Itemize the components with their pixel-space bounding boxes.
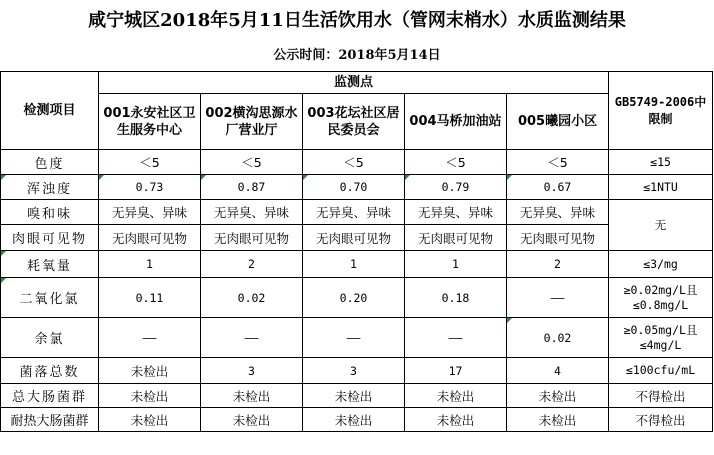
value-cell: 未检出 — [507, 384, 609, 408]
value-cell: 1 — [99, 251, 201, 278]
item-label: 余氯 — [1, 318, 99, 358]
standard-cell: ≤100cfu/mL — [609, 358, 713, 384]
point-header: 002横沟思源水厂营业厅 — [201, 94, 303, 150]
value-cell: 0.87 — [201, 175, 303, 200]
value-cell: —— — [303, 318, 405, 358]
value-cell: 0.11 — [99, 278, 201, 318]
point-header: 001永安社区卫生服务中心 — [99, 94, 201, 150]
standard-cell: ≤1NTU — [609, 175, 713, 200]
item-label: 耐热大肠菌群 — [1, 408, 99, 432]
standard-cell: ≥0.02mg/L且≤0.8mg/L — [609, 278, 713, 318]
header-monitoring-points: 监测点 — [99, 72, 609, 94]
value-cell: —— — [405, 318, 507, 358]
table-row — [1, 278, 713, 318]
value-cell: 1 — [303, 251, 405, 278]
item-label: 色度 — [1, 150, 99, 175]
table-row — [1, 175, 713, 200]
header-row-top — [1, 72, 713, 94]
item-label: 菌落总数 — [1, 358, 99, 384]
table-row — [1, 200, 713, 225]
value-cell: 无肉眼可见物 — [507, 225, 609, 251]
item-label: 耗氧量 — [1, 251, 99, 278]
header-row-points — [1, 94, 713, 150]
value-cell: ＜5 — [303, 150, 405, 175]
value-cell: ＜5 — [201, 150, 303, 175]
value-cell: 未检出 — [201, 408, 303, 432]
results-table — [0, 71, 713, 432]
page-title: 咸宁城区2018年5月11日生活饮用水（管网末梢水）水质监测结果 — [88, 10, 626, 31]
value-cell: 未检出 — [303, 384, 405, 408]
value-cell: 0.18 — [405, 278, 507, 318]
table-row — [1, 358, 713, 384]
standard-cell: ≥0.05mg/L且≤4mg/L — [609, 318, 713, 358]
item-label: 肉眼可见物 — [1, 225, 99, 251]
standard-cell: ≤3/mg — [609, 251, 713, 278]
table-row — [1, 318, 713, 358]
value-cell: 无异臭、异味 — [303, 200, 405, 225]
item-label: 浑浊度 — [1, 175, 99, 200]
value-cell: 0.67 — [507, 175, 609, 200]
value-cell: —— — [201, 318, 303, 358]
publish-date: 公示时间：2018年5月14日 — [273, 48, 441, 63]
value-cell: 3 — [201, 358, 303, 384]
standard-cell: 无 — [609, 200, 713, 251]
value-cell: 未检出 — [99, 408, 201, 432]
value-cell: 17 — [405, 358, 507, 384]
value-cell: 无异臭、异味 — [507, 200, 609, 225]
value-cell: 未检出 — [507, 408, 609, 432]
table-row — [1, 150, 713, 175]
value-cell: 无肉眼可见物 — [405, 225, 507, 251]
value-cell: —— — [99, 318, 201, 358]
value-cell: 0.02 — [201, 278, 303, 318]
standard-cell: 不得检出 — [609, 384, 713, 408]
value-cell: 未检出 — [405, 408, 507, 432]
value-cell: 未检出 — [201, 384, 303, 408]
value-cell: 未检出 — [99, 358, 201, 384]
value-cell: 0.70 — [303, 175, 405, 200]
table-row — [1, 225, 713, 251]
header-standard: GB5749-2006中限制 — [609, 72, 713, 150]
value-cell: 未检出 — [405, 384, 507, 408]
value-cell: 2 — [507, 251, 609, 278]
value-cell: 无异臭、异味 — [99, 200, 201, 225]
value-cell: 0.02 — [507, 318, 609, 358]
value-cell: ＜5 — [405, 150, 507, 175]
value-cell: 未检出 — [303, 408, 405, 432]
value-cell: 无肉眼可见物 — [99, 225, 201, 251]
value-cell: 0.79 — [405, 175, 507, 200]
value-cell: 4 — [507, 358, 609, 384]
point-header: 003花坛社区居民委员会 — [303, 94, 405, 150]
standard-cell: ≤15 — [609, 150, 713, 175]
table-row — [1, 251, 713, 278]
value-cell: 无肉眼可见物 — [303, 225, 405, 251]
value-cell: 无异臭、异味 — [405, 200, 507, 225]
item-label: 嗅和味 — [1, 200, 99, 225]
value-cell: ＜5 — [507, 150, 609, 175]
value-cell: 未检出 — [99, 384, 201, 408]
point-header: 004马桥加油站 — [405, 94, 507, 150]
table-row — [1, 384, 713, 408]
table-row — [1, 408, 713, 432]
point-header: 005曦园小区 — [507, 94, 609, 150]
value-cell: 3 — [303, 358, 405, 384]
value-cell: 0.73 — [99, 175, 201, 200]
value-cell: 无肉眼可见物 — [201, 225, 303, 251]
item-label: 二氧化氯 — [1, 278, 99, 318]
value-cell: —— — [507, 278, 609, 318]
value-cell: 2 — [201, 251, 303, 278]
header-item: 检测项目 — [1, 72, 99, 150]
value-cell: 0.20 — [303, 278, 405, 318]
value-cell: 无异臭、异味 — [201, 200, 303, 225]
value-cell: ＜5 — [99, 150, 201, 175]
standard-cell: 不得检出 — [609, 408, 713, 432]
item-label: 总大肠菌群 — [1, 384, 99, 408]
value-cell: 1 — [405, 251, 507, 278]
